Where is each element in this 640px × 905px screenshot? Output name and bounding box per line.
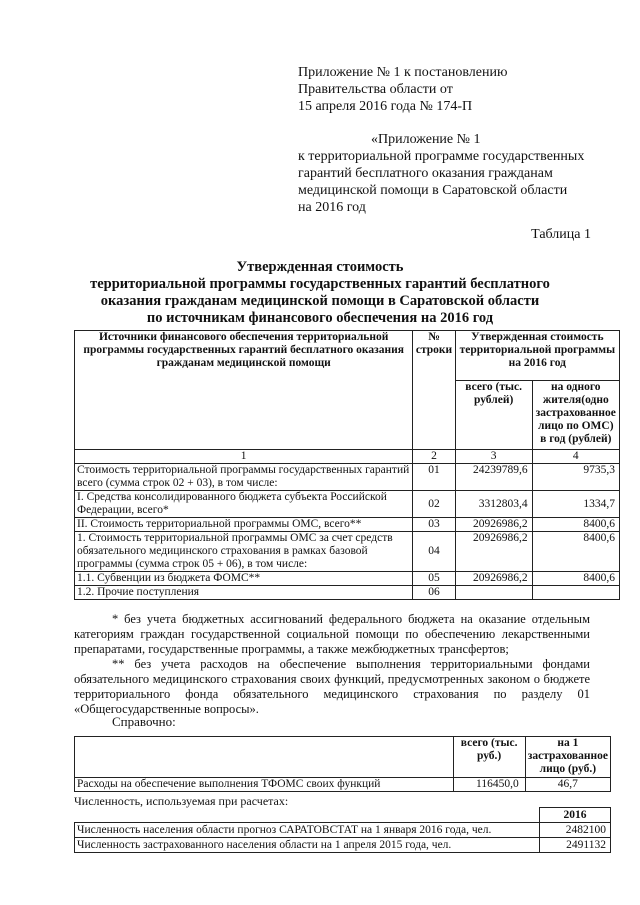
column-number: 1 <box>75 450 413 464</box>
decree-header-line: Правительства области от <box>298 82 453 97</box>
appendix-header-line: «Приложение № 1 <box>371 132 481 147</box>
reference-label: Справочно: <box>112 714 176 729</box>
reference-header-total: всего (тыс. руб.) <box>453 737 525 778</box>
title-line: по источникам финансового обеспечения на 2016 год <box>146 310 494 326</box>
table-row <box>75 518 620 532</box>
table-row <box>75 778 611 792</box>
row-total: 20926986,2 <box>455 572 532 586</box>
table-row <box>75 823 611 838</box>
reference-row-per: 46,7 <box>525 778 610 792</box>
row-per-capita <box>532 586 619 600</box>
column-number: 3 <box>455 450 532 464</box>
table-row <box>75 491 620 518</box>
footnote-2: ** без учета расходов на обеспечение выполнения территориальными фондами обязательного медицинского страхования своих функций, предусмотренных законом о бюджете территориального фонда обязательного медицинского страхования по разделу 01 «Общегосударственные вопросы». <box>74 657 590 716</box>
row-number: 05 <box>413 572 455 586</box>
row-name: 1.1. Субвенции из бюджета ФОМС** <box>75 572 413 586</box>
column-number: 2 <box>413 450 455 464</box>
header-total: всего (тыс. рублей) <box>455 381 532 450</box>
row-name: II. Стоимость территориальной программы ОМС, всего** <box>75 518 413 532</box>
appendix-header-line: гарантий бесплатного оказания гражданам <box>298 166 553 181</box>
row-number: 01 <box>413 464 455 491</box>
reference-header-blank <box>75 737 454 778</box>
population-header-blank <box>75 808 540 823</box>
column-number: 4 <box>532 450 619 464</box>
table-row <box>75 532 620 572</box>
row-total: 3312803,4 <box>455 491 532 518</box>
population-row-name: Численность населения области прогноз САРАТОВСТАТ на 1 января 2016 года, чел. <box>75 823 540 838</box>
reference-row-name: Расходы на обеспечение выполнения ТФОМС своих функций <box>75 778 454 792</box>
header-approved-cost: Утвержденная стоимость территориальной программы на 2016 год <box>455 331 619 381</box>
title-line: оказания гражданам медицинской помощи в Саратовской области <box>100 293 540 309</box>
table-row <box>75 586 620 600</box>
header-row-number: № строки <box>413 331 455 450</box>
reference-table <box>74 736 611 792</box>
reference-row-total: 116450,0 <box>453 778 525 792</box>
header-source: Источники финансового обеспечения территориальной программы государственных гарантий бесплатного оказания гражданам медицинской помощи <box>75 331 413 450</box>
row-name: Стоимость территориальной программы государственных гарантий всего (сумма строк 02 + 03), в том числе: <box>75 464 413 491</box>
row-total <box>455 586 532 600</box>
table-row <box>75 464 620 491</box>
row-per-capita: 9735,3 <box>532 464 619 491</box>
population-table <box>74 807 611 853</box>
row-total: 20926986,2 <box>455 532 532 572</box>
table-label: Таблица 1 <box>531 227 591 242</box>
population-row-name: Численность застрахованного населения области на 1 апреля 2015 года, чел. <box>75 838 540 853</box>
title-line: Утвержденная стоимость <box>236 259 404 275</box>
row-number: 04 <box>413 532 455 572</box>
row-per-capita: 8400,6 <box>532 572 619 586</box>
decree-header-line: 15 апреля 2016 года № 174-П <box>298 99 473 114</box>
population-caption: Численность, используемая при расчетах: <box>74 794 289 808</box>
row-per-capita: 8400,6 <box>532 532 619 572</box>
row-number: 03 <box>413 518 455 532</box>
cost-table <box>74 330 620 600</box>
row-per-capita: 1334,7 <box>532 491 619 518</box>
table-row <box>75 838 611 853</box>
row-number: 06 <box>413 586 455 600</box>
population-row-value: 2482100 <box>539 823 610 838</box>
row-name: 1.2. Прочие поступления <box>75 586 413 600</box>
appendix-header-line: на 2016 год <box>298 200 366 215</box>
population-year: 2016 <box>539 808 610 823</box>
header-per-capita: на одного жителя(одно застрахованное лицо по ОМС) в год (рублей) <box>532 381 619 450</box>
decree-header <box>298 64 507 115</box>
appendix-header <box>298 131 584 216</box>
population-row-value: 2491132 <box>539 838 610 853</box>
appendix-header-line: медицинской помощи в Саратовской области <box>298 183 568 198</box>
table-row <box>75 572 620 586</box>
row-name: I. Средства консолидированного бюджета субъекта Российской Федерации, всего* <box>75 491 413 518</box>
row-number: 02 <box>413 491 455 518</box>
decree-header-line: Приложение № 1 к постановлению <box>298 65 508 80</box>
title-line: территориальной программы государственных гарантий бесплатного <box>90 276 550 292</box>
document-title <box>0 259 640 327</box>
row-per-capita: 8400,6 <box>532 518 619 532</box>
footnote-1: * без учета бюджетных ассигнований федерального бюджета на оказание отдельным категориям граждан государственной социальной помощи по обеспечению лекарственными препаратами, государственные программы, а также межбюджетных трансфертов; <box>74 612 590 656</box>
row-name: 1. Стоимость территориальной программы ОМС за счет средств обязательного медицинского страхования в рамках базовой программы (сумма строк 05 + 06), в том числе: <box>75 532 413 572</box>
reference-header-per: на 1 застрахованное лицо (руб.) <box>525 737 610 778</box>
row-total: 20926986,2 <box>455 518 532 532</box>
appendix-header-line: к территориальной программе государственных <box>298 149 585 164</box>
column-numbers-row <box>75 450 620 464</box>
row-total: 24239789,6 <box>455 464 532 491</box>
